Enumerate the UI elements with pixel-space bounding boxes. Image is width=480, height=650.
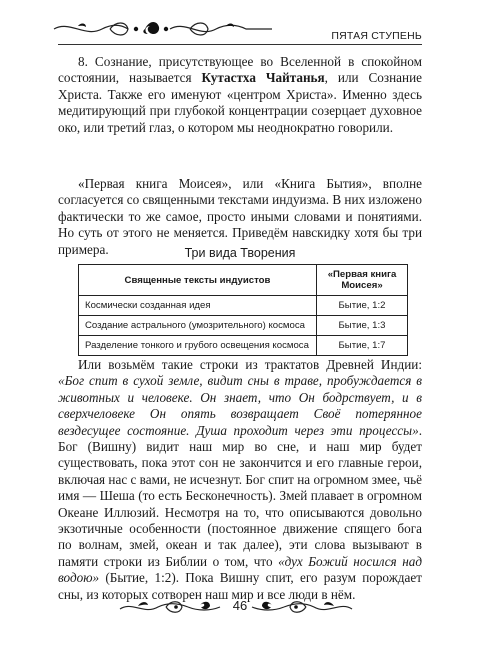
table-cell: Бытие, 1:3	[317, 316, 408, 336]
term-kutastha: Кутастха Чайтанья	[201, 70, 325, 86]
table-cell: Бытие, 1:2	[317, 296, 408, 316]
header-ornament-icon	[50, 18, 275, 40]
para1-text-a: 8. Сознание, присутствующее во Вселенной в спокойном состоянии, называется	[58, 54, 422, 86]
page-number: 46	[232, 598, 248, 613]
table-row	[79, 296, 408, 316]
table-cell: Разделение тонкого и грубого освещения космоса	[79, 336, 317, 356]
para3-text-b: . Бог (Вишну) видит наш мир во сне, и наш мир будет существовать, пока этот сон не закончится и его главные герои, включая нас с вами, не исчезнут. Бог спит на огромном змее, чьё имя — Шеша (то есть Бесконечность). Змей плавает в огромном Океане Иллюзий. Несмотря на то, что описываются довольно экзотичные особенности (постоянное движение спящего бога по волнам, змей, океан и так далее), эти слова вызывают в памяти строки из Библии о том, что	[58, 422, 422, 569]
quote-ancient-india: «Бог спит в сухой земле, видит сны в траве, пробуждается в животных и человеке. Он знает, что Он бодрствует, и в сверхчеловеке Он опять возвращает Своё потерянное вездесущее состояние. Душа проходит через эти процессы»	[58, 373, 422, 438]
table-title: Три вида Творения	[184, 246, 296, 260]
paragraph-3	[58, 357, 422, 603]
table-header-moses: «Первая книга Моисея»	[317, 265, 408, 296]
para3-text-a: Или возьмём такие строки из трактатов Древней Индии:	[78, 357, 422, 372]
table-row	[79, 336, 408, 356]
table-cell: Бытие, 1:7	[317, 336, 408, 356]
footer-ornament-right-icon	[250, 597, 354, 617]
paragraph-1	[58, 54, 422, 136]
quote-bible: «дух Божий носился над водою»	[58, 553, 423, 586]
para3-text-c: (Бытие, 1:2). Пока Вишну спит, его разум порождает сны, из которых сотворен наш мир и все люди в нём.	[58, 570, 422, 602]
table-header-hindu: Священные тексты индуистов	[79, 265, 317, 296]
creation-table	[78, 264, 408, 356]
running-head: ПЯТАЯ СТУПЕНЬ	[331, 30, 422, 42]
para2-text: «Первая книга Моисея», или «Книга Бытия», вполне согласуется со священными текстами индуизма. В них изложено фактически то же самое, просто иными словами и понятиями. Но суть от этого не меняется. Приведём навскидку хотя бы три примера.	[58, 176, 422, 257]
header-rule	[58, 44, 422, 45]
table-row	[79, 316, 408, 336]
table-cell: Космически созданная идея	[79, 296, 317, 316]
para1-text-b: , или Сознание Христа. Также его именуют «центром Христа». Именно здесь медитирующий при глубокой концентрации созерцает духовное око, или третий глаз, о котором мы неоднократно говорили.	[58, 70, 422, 135]
table-header-row	[79, 265, 408, 296]
table-cell: Создание астрального (умозрительного) космоса	[79, 316, 317, 336]
